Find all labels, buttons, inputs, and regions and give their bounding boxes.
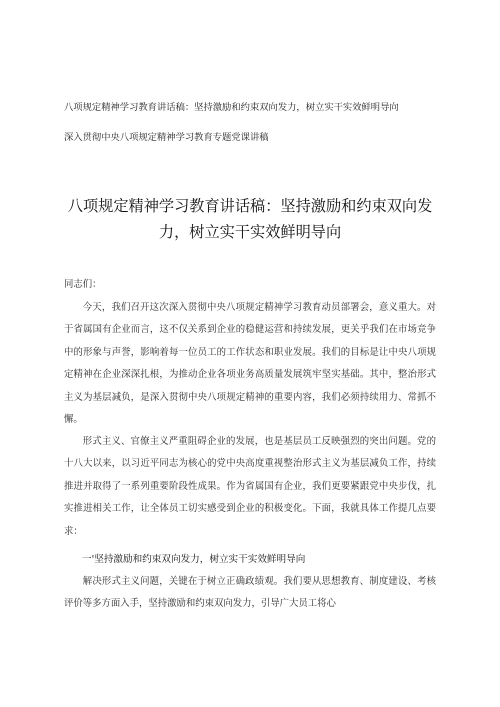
header-line-1: 八项规定精神学习教育讲话稿：坚持激励和约束双向发力，树立实干实效鲜明导向 [64,102,399,113]
salutation: 同志们： [64,279,102,290]
section-1-heading: 一'坚持激励和约束双向发力，树立实干实效鲜明导向 [82,554,306,565]
paragraph-2: 形式主义、官僚主义严重阻碍企业的发展，也是基层员工反映强烈的突出问题。党的十八大以来，以习近平同志为核心的党中央高度重视整治形式主义为基层减负工作，持续推进并取得了一系列重要阶段性成果。作为省属国有企业，我们更要紧跟党中央步伐，扎实推进相关工作，让全体员工切实感受到企业的积极变化。下面，我就具体工作提几点要求： [64,436,436,537]
section-1-paragraph: 解决形式主义问题，关键在于树立正确政绩观。我们要从思想教育、制度建设、考核评价等多方面入手，坚持激励和约束双向发力，引导广大员工将心 [64,576,436,610]
header-line-2: 深入贯彻中央八项规定精神学习教育专题党课讲稿 [64,132,269,143]
document-title: 八项规定精神学习教育讲话稿：坚持激励和约束双向发力，树立实干实效鲜明导向 [67,197,433,241]
paragraph-1: 今天，我们召开这次深入贯彻中央八项规定精神学习教育动员部署会，意义重大。对于省属国有企业而言，这不仅关系到企业的稳健运营和持续发展，更关乎我们在市场竞争中的形象与声誉，影响着每一位员工的工作状态和职业发展。我们的目标是让中央八项规定精神在企业深深扎根，为推动企业各项业务高质量发展筑牢坚实基础。其中，整治形式主义为基层减负，是深入贯彻中央八项规定精神的重要内容，我们必须持续用力、常抓不懈。 [64,302,436,426]
